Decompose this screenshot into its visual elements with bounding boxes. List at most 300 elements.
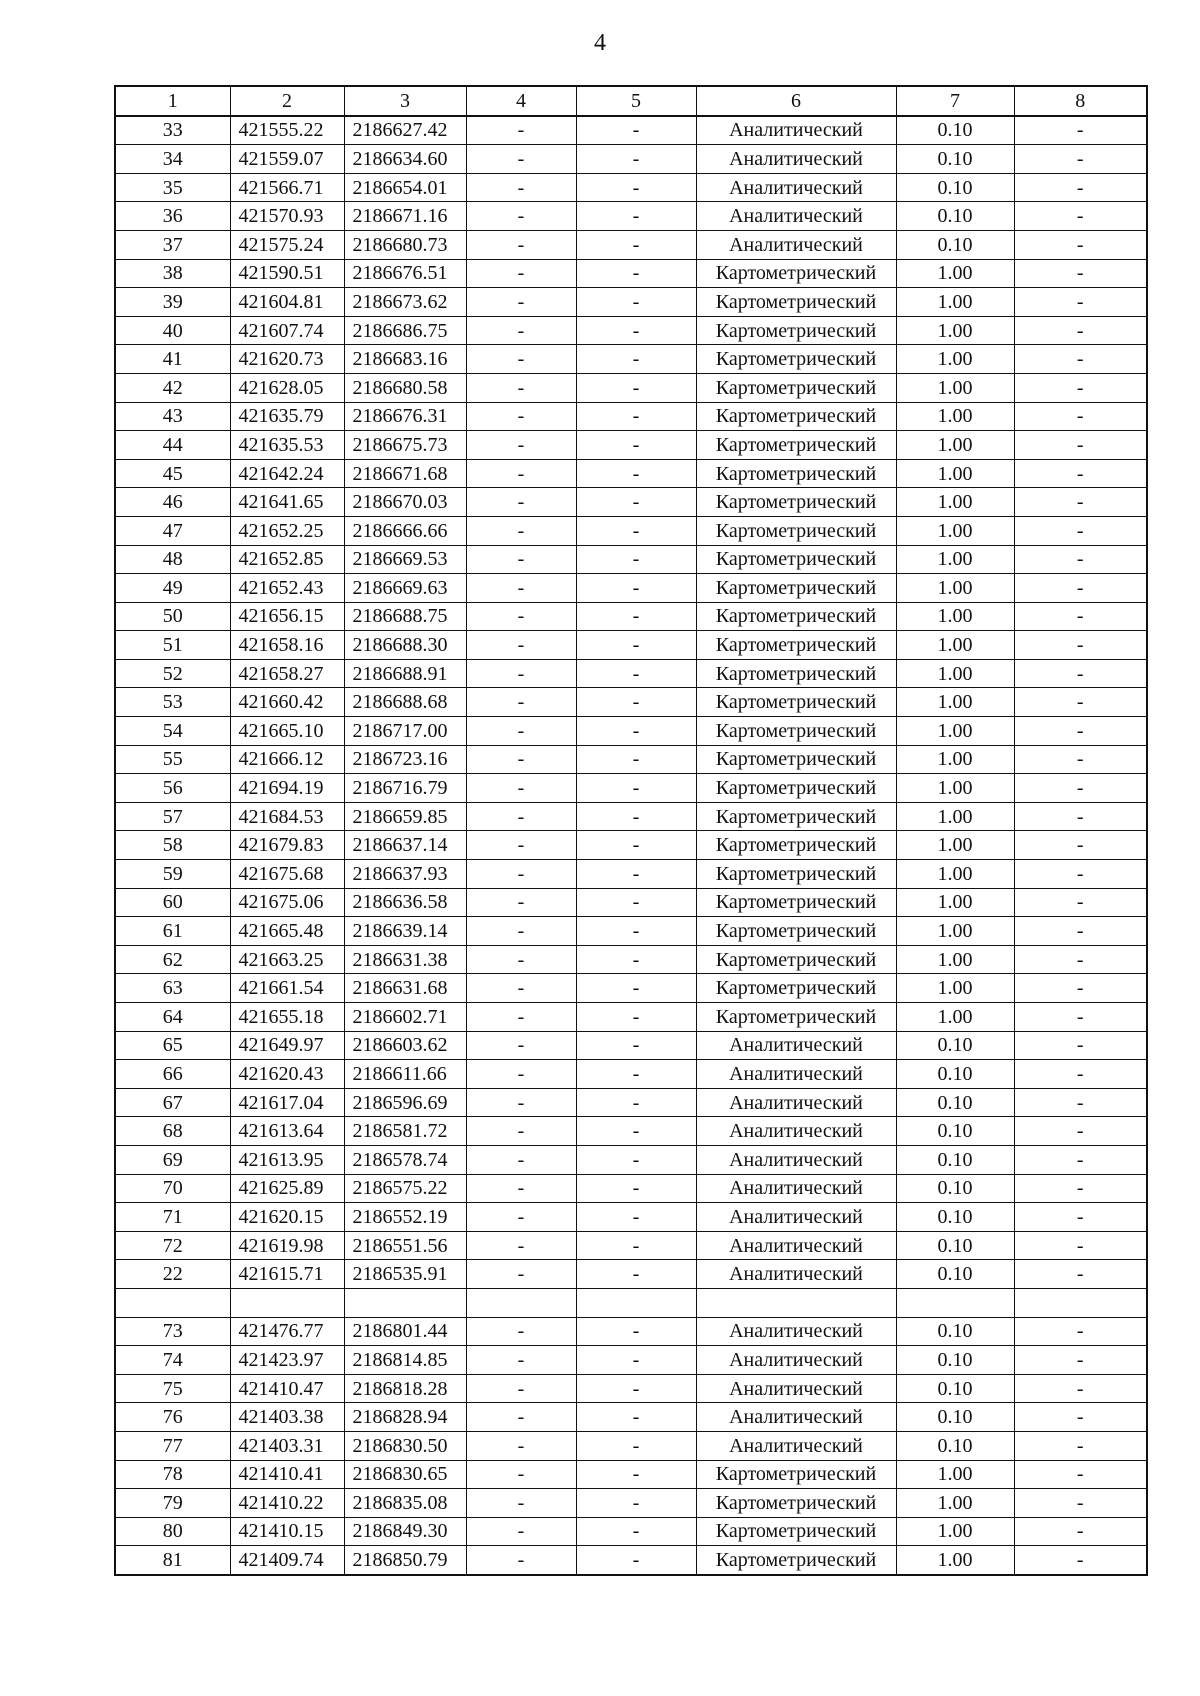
table-cell: 2186637.93 bbox=[344, 860, 466, 889]
table-cell bbox=[576, 1288, 696, 1317]
table-cell: 2186602.71 bbox=[344, 1003, 466, 1032]
table-cell: Аналитический bbox=[696, 1088, 896, 1117]
table-cell: 0.10 bbox=[896, 1403, 1014, 1432]
table-cell: Картометрический bbox=[696, 1003, 896, 1032]
table-cell: Аналитический bbox=[696, 1431, 896, 1460]
table-cell: - bbox=[466, 917, 576, 946]
table-cell: 1.00 bbox=[896, 402, 1014, 431]
table-cell: - bbox=[1014, 631, 1147, 660]
table-row bbox=[115, 1117, 1147, 1146]
table-cell: 64 bbox=[115, 1003, 230, 1032]
table-cell: 0.10 bbox=[896, 1260, 1014, 1289]
table-cell: 2186801.44 bbox=[344, 1317, 466, 1346]
table-cell: 1.00 bbox=[896, 545, 1014, 574]
column-header: 4 bbox=[466, 86, 576, 116]
table-cell: - bbox=[576, 459, 696, 488]
table-cell: - bbox=[576, 1088, 696, 1117]
table-cell: 2186686.75 bbox=[344, 316, 466, 345]
table-cell: 0.10 bbox=[896, 145, 1014, 174]
table-cell: 421410.47 bbox=[230, 1374, 344, 1403]
table-row bbox=[115, 316, 1147, 345]
table-cell: - bbox=[1014, 1117, 1147, 1146]
table-cell: 52 bbox=[115, 659, 230, 688]
table-cell: - bbox=[466, 1546, 576, 1575]
table-cell: 2186631.38 bbox=[344, 945, 466, 974]
table-cell: 68 bbox=[115, 1117, 230, 1146]
table-cell: 2186581.72 bbox=[344, 1117, 466, 1146]
table-row bbox=[115, 1431, 1147, 1460]
table-cell: - bbox=[1014, 116, 1147, 145]
table-cell: - bbox=[576, 545, 696, 574]
table-cell: - bbox=[466, 202, 576, 231]
table-row bbox=[115, 288, 1147, 317]
table-cell: - bbox=[1014, 1431, 1147, 1460]
table-cell: 76 bbox=[115, 1403, 230, 1432]
table-cell: Аналитический bbox=[696, 230, 896, 259]
table-row bbox=[115, 1174, 1147, 1203]
table-cell: 421570.93 bbox=[230, 202, 344, 231]
table-cell: 2186849.30 bbox=[344, 1517, 466, 1546]
table-row bbox=[115, 745, 1147, 774]
table-cell: - bbox=[466, 974, 576, 1003]
table-cell: - bbox=[466, 774, 576, 803]
table-cell: 79 bbox=[115, 1489, 230, 1518]
table-cell: 1.00 bbox=[896, 688, 1014, 717]
table-cell: - bbox=[466, 116, 576, 145]
table-row bbox=[115, 373, 1147, 402]
table-cell: 2186596.69 bbox=[344, 1088, 466, 1117]
table-cell: - bbox=[576, 774, 696, 803]
table-header-row bbox=[115, 86, 1147, 116]
table-cell: 2186828.94 bbox=[344, 1403, 466, 1432]
table-cell: 1.00 bbox=[896, 1460, 1014, 1489]
table-cell: Картометрический bbox=[696, 259, 896, 288]
table-cell: 46 bbox=[115, 488, 230, 517]
table-cell: 55 bbox=[115, 745, 230, 774]
table-cell: - bbox=[466, 1517, 576, 1546]
table-cell: 2186671.68 bbox=[344, 459, 466, 488]
table-cell: 2186830.65 bbox=[344, 1460, 466, 1489]
table-cell: - bbox=[576, 1517, 696, 1546]
table-cell: - bbox=[466, 1117, 576, 1146]
coordinates-table bbox=[114, 85, 1148, 1576]
table-cell: 421617.04 bbox=[230, 1088, 344, 1117]
table-cell: 421615.71 bbox=[230, 1260, 344, 1289]
table-cell: 421628.05 bbox=[230, 373, 344, 402]
table-cell: Аналитический bbox=[696, 145, 896, 174]
table-cell: 0.10 bbox=[896, 1374, 1014, 1403]
table-cell: - bbox=[576, 1489, 696, 1518]
table-cell: 2186669.63 bbox=[344, 574, 466, 603]
table-cell: 1.00 bbox=[896, 631, 1014, 660]
table-row bbox=[115, 459, 1147, 488]
table-cell: 421635.53 bbox=[230, 431, 344, 460]
table-cell: 59 bbox=[115, 860, 230, 889]
table-cell: - bbox=[466, 288, 576, 317]
table-cell: 421652.25 bbox=[230, 516, 344, 545]
table-cell: 1.00 bbox=[896, 516, 1014, 545]
table-cell: 421410.41 bbox=[230, 1460, 344, 1489]
table-cell: 44 bbox=[115, 431, 230, 460]
table-cell: 421620.15 bbox=[230, 1203, 344, 1232]
table-cell: - bbox=[576, 1231, 696, 1260]
table-cell: 0.10 bbox=[896, 1174, 1014, 1203]
table-cell: 72 bbox=[115, 1231, 230, 1260]
table-cell: - bbox=[576, 230, 696, 259]
table-cell: 1.00 bbox=[896, 917, 1014, 946]
table-cell: - bbox=[466, 1489, 576, 1518]
table-cell: 2186680.73 bbox=[344, 230, 466, 259]
table-cell: 2186717.00 bbox=[344, 717, 466, 746]
table-cell: Аналитический bbox=[696, 1145, 896, 1174]
table-cell: - bbox=[576, 860, 696, 889]
table-row bbox=[115, 831, 1147, 860]
table-cell: 2186680.58 bbox=[344, 373, 466, 402]
table-row bbox=[115, 1517, 1147, 1546]
table-cell: - bbox=[466, 173, 576, 202]
table-cell bbox=[466, 1288, 576, 1317]
table-cell: 1.00 bbox=[896, 1003, 1014, 1032]
table-cell: - bbox=[466, 602, 576, 631]
table-cell: 58 bbox=[115, 831, 230, 860]
table-cell: - bbox=[576, 1403, 696, 1432]
table-cell: 2186631.68 bbox=[344, 974, 466, 1003]
table-cell: 36 bbox=[115, 202, 230, 231]
table-cell: - bbox=[576, 431, 696, 460]
table-cell bbox=[696, 1288, 896, 1317]
table-cell: Картометрический bbox=[696, 459, 896, 488]
table-cell: 35 bbox=[115, 173, 230, 202]
table-row bbox=[115, 345, 1147, 374]
table-row bbox=[115, 602, 1147, 631]
table-cell: 1.00 bbox=[896, 288, 1014, 317]
table-cell: 0.10 bbox=[896, 1145, 1014, 1174]
table-row bbox=[115, 230, 1147, 259]
table-cell: - bbox=[576, 1431, 696, 1460]
table-cell: 1.00 bbox=[896, 602, 1014, 631]
table-cell: 421410.22 bbox=[230, 1489, 344, 1518]
table-cell: 0.10 bbox=[896, 1431, 1014, 1460]
table-cell: 57 bbox=[115, 802, 230, 831]
table-cell: - bbox=[576, 602, 696, 631]
table-cell: - bbox=[466, 345, 576, 374]
table-cell: - bbox=[1014, 516, 1147, 545]
table-cell: 421590.51 bbox=[230, 259, 344, 288]
table-cell: 56 bbox=[115, 774, 230, 803]
table-cell: - bbox=[1014, 831, 1147, 860]
table-cell: - bbox=[576, 516, 696, 545]
table-cell: Картометрический bbox=[696, 860, 896, 889]
table-cell: - bbox=[576, 345, 696, 374]
table-cell: - bbox=[1014, 659, 1147, 688]
table-cell: 1.00 bbox=[896, 316, 1014, 345]
table-row bbox=[115, 631, 1147, 660]
table-cell: - bbox=[1014, 1374, 1147, 1403]
table-cell: 421566.71 bbox=[230, 173, 344, 202]
table-cell: 66 bbox=[115, 1060, 230, 1089]
column-header: 5 bbox=[576, 86, 696, 116]
table-cell: - bbox=[1014, 1546, 1147, 1575]
table-cell: Аналитический bbox=[696, 1117, 896, 1146]
table-cell: 421619.98 bbox=[230, 1231, 344, 1260]
table-cell: - bbox=[576, 945, 696, 974]
table-row bbox=[115, 574, 1147, 603]
table-cell: - bbox=[576, 402, 696, 431]
table-cell: - bbox=[1014, 345, 1147, 374]
table-row bbox=[115, 717, 1147, 746]
table-cell: 421663.25 bbox=[230, 945, 344, 974]
table-cell: 421656.15 bbox=[230, 602, 344, 631]
table-row bbox=[115, 145, 1147, 174]
table-row bbox=[115, 1546, 1147, 1575]
table-row bbox=[115, 1374, 1147, 1403]
table-cell: 421675.06 bbox=[230, 888, 344, 917]
table-cell: 421665.48 bbox=[230, 917, 344, 946]
table-cell: - bbox=[1014, 1231, 1147, 1260]
table-row bbox=[115, 202, 1147, 231]
table-cell: 0.10 bbox=[896, 1088, 1014, 1117]
table-cell: 421423.97 bbox=[230, 1346, 344, 1375]
table-cell: 61 bbox=[115, 917, 230, 946]
table-cell bbox=[344, 1288, 466, 1317]
table-cell: Картометрический bbox=[696, 316, 896, 345]
table-cell: - bbox=[1014, 402, 1147, 431]
table-cell: - bbox=[1014, 1031, 1147, 1060]
table-cell: - bbox=[466, 802, 576, 831]
table-cell: - bbox=[1014, 1260, 1147, 1289]
table-row bbox=[115, 659, 1147, 688]
table-cell: 421661.54 bbox=[230, 974, 344, 1003]
table-cell: - bbox=[1014, 488, 1147, 517]
table-cell: Картометрический bbox=[696, 373, 896, 402]
table-cell: - bbox=[576, 917, 696, 946]
table-cell: 2186603.62 bbox=[344, 1031, 466, 1060]
table-cell: 2186639.14 bbox=[344, 917, 466, 946]
table-cell: 42 bbox=[115, 373, 230, 402]
table-cell: - bbox=[576, 745, 696, 774]
table-cell: - bbox=[466, 574, 576, 603]
table-cell: - bbox=[1014, 974, 1147, 1003]
table-cell: 2186850.79 bbox=[344, 1546, 466, 1575]
table-cell: Аналитический bbox=[696, 116, 896, 145]
table-cell: - bbox=[466, 1031, 576, 1060]
table-cell: 0.10 bbox=[896, 1231, 1014, 1260]
table-cell: Картометрический bbox=[696, 631, 896, 660]
table-cell: 421652.85 bbox=[230, 545, 344, 574]
table-cell: 1.00 bbox=[896, 717, 1014, 746]
table-cell: - bbox=[466, 402, 576, 431]
table-cell: 38 bbox=[115, 259, 230, 288]
table-cell: 2186654.01 bbox=[344, 173, 466, 202]
table-cell: 421684.53 bbox=[230, 802, 344, 831]
table-cell: 22 bbox=[115, 1260, 230, 1289]
table-row bbox=[115, 945, 1147, 974]
table-cell: - bbox=[576, 1317, 696, 1346]
table-cell: - bbox=[1014, 774, 1147, 803]
table-cell: 62 bbox=[115, 945, 230, 974]
table-cell: 48 bbox=[115, 545, 230, 574]
table-cell: 2186552.19 bbox=[344, 1203, 466, 1232]
table-cell: 1.00 bbox=[896, 259, 1014, 288]
table-cell: 70 bbox=[115, 1174, 230, 1203]
table-cell: 1.00 bbox=[896, 1517, 1014, 1546]
table-cell: 41 bbox=[115, 345, 230, 374]
column-header: 1 bbox=[115, 86, 230, 116]
table-cell: - bbox=[1014, 802, 1147, 831]
table-cell: - bbox=[576, 288, 696, 317]
table-row bbox=[115, 1489, 1147, 1518]
table-cell: - bbox=[576, 1031, 696, 1060]
table-cell: 0.10 bbox=[896, 116, 1014, 145]
table-cell: - bbox=[466, 1203, 576, 1232]
table-cell: - bbox=[576, 717, 696, 746]
table-row bbox=[115, 1060, 1147, 1089]
table-cell: 1.00 bbox=[896, 974, 1014, 1003]
table-cell: Аналитический bbox=[696, 1403, 896, 1432]
table-cell: 81 bbox=[115, 1546, 230, 1575]
table-row bbox=[115, 917, 1147, 946]
table-cell: 2186675.73 bbox=[344, 431, 466, 460]
table-cell: - bbox=[1014, 1403, 1147, 1432]
table-cell: 2186636.58 bbox=[344, 888, 466, 917]
table-cell: Картометрический bbox=[696, 288, 896, 317]
table-cell: Аналитический bbox=[696, 1231, 896, 1260]
table-cell: 421620.73 bbox=[230, 345, 344, 374]
column-header: 2 bbox=[230, 86, 344, 116]
table-cell: - bbox=[1014, 173, 1147, 202]
table-cell: - bbox=[576, 974, 696, 1003]
table-row bbox=[115, 1403, 1147, 1432]
table-cell: - bbox=[1014, 945, 1147, 974]
table-cell: - bbox=[466, 259, 576, 288]
table-row bbox=[115, 860, 1147, 889]
table-cell: - bbox=[466, 1346, 576, 1375]
table-cell: - bbox=[1014, 860, 1147, 889]
table-cell: 421658.16 bbox=[230, 631, 344, 660]
table-cell: - bbox=[576, 116, 696, 145]
table-cell: 2186669.53 bbox=[344, 545, 466, 574]
table-cell: 33 bbox=[115, 116, 230, 145]
table-cell: 421649.97 bbox=[230, 1031, 344, 1060]
table-cell: Картометрический bbox=[696, 745, 896, 774]
table-row bbox=[115, 1031, 1147, 1060]
table-cell: - bbox=[576, 373, 696, 402]
table-row bbox=[115, 402, 1147, 431]
table-cell: - bbox=[576, 888, 696, 917]
table-cell: 1.00 bbox=[896, 659, 1014, 688]
table-cell: 421555.22 bbox=[230, 116, 344, 145]
table-cell: 2186673.62 bbox=[344, 288, 466, 317]
table-cell: 421658.27 bbox=[230, 659, 344, 688]
table-cell: - bbox=[466, 945, 576, 974]
table-cell: 421642.24 bbox=[230, 459, 344, 488]
table-cell: 73 bbox=[115, 1317, 230, 1346]
table-cell: 1.00 bbox=[896, 860, 1014, 889]
table-cell: - bbox=[1014, 1060, 1147, 1089]
table-cell: 80 bbox=[115, 1517, 230, 1546]
table-row bbox=[115, 516, 1147, 545]
table-row bbox=[115, 431, 1147, 460]
table-cell: - bbox=[466, 1174, 576, 1203]
table-cell: 421575.24 bbox=[230, 230, 344, 259]
table-cell: - bbox=[1014, 1203, 1147, 1232]
table-cell: 421410.15 bbox=[230, 1517, 344, 1546]
table-cell: - bbox=[576, 574, 696, 603]
table-cell: 421660.42 bbox=[230, 688, 344, 717]
table-cell: - bbox=[466, 230, 576, 259]
table-cell: 65 bbox=[115, 1031, 230, 1060]
table-cell: Аналитический bbox=[696, 1260, 896, 1289]
table-cell: - bbox=[1014, 545, 1147, 574]
table-cell: - bbox=[466, 717, 576, 746]
table-cell: Картометрический bbox=[696, 1517, 896, 1546]
table-cell: 63 bbox=[115, 974, 230, 1003]
table-cell: - bbox=[466, 831, 576, 860]
table-cell: - bbox=[466, 145, 576, 174]
table-cell: - bbox=[1014, 431, 1147, 460]
table-cell: - bbox=[466, 459, 576, 488]
table-cell: - bbox=[466, 1260, 576, 1289]
table-cell: 2186634.60 bbox=[344, 145, 466, 174]
table-cell: - bbox=[1014, 459, 1147, 488]
table-cell: - bbox=[576, 688, 696, 717]
table-cell: - bbox=[1014, 1460, 1147, 1489]
table-cell: Картометрический bbox=[696, 831, 896, 860]
table-cell: 50 bbox=[115, 602, 230, 631]
table-cell: 2186683.16 bbox=[344, 345, 466, 374]
table-cell: 1.00 bbox=[896, 745, 1014, 774]
table-cell: 421666.12 bbox=[230, 745, 344, 774]
table-cell: Картометрический bbox=[696, 659, 896, 688]
table-cell: Картометрический bbox=[696, 345, 896, 374]
table-cell: - bbox=[466, 745, 576, 774]
table-cell: - bbox=[466, 1231, 576, 1260]
table-cell: - bbox=[466, 888, 576, 917]
column-header: 7 bbox=[896, 86, 1014, 116]
table-cell: 2186575.22 bbox=[344, 1174, 466, 1203]
table-cell: 421559.07 bbox=[230, 145, 344, 174]
table-cell: - bbox=[1014, 1346, 1147, 1375]
table-cell: 2186688.30 bbox=[344, 631, 466, 660]
table-cell: - bbox=[466, 1060, 576, 1089]
table-cell: 1.00 bbox=[896, 431, 1014, 460]
table-cell: - bbox=[466, 631, 576, 660]
table-cell: - bbox=[576, 1117, 696, 1146]
table-cell: Картометрический bbox=[696, 545, 896, 574]
table-row bbox=[115, 688, 1147, 717]
table-cell: Картометрический bbox=[696, 431, 896, 460]
table-cell bbox=[115, 1288, 230, 1317]
table-cell: 2186637.14 bbox=[344, 831, 466, 860]
table-cell: 1.00 bbox=[896, 373, 1014, 402]
table-cell: 77 bbox=[115, 1431, 230, 1460]
table-cell: 421625.89 bbox=[230, 1174, 344, 1203]
table-cell: 2186818.28 bbox=[344, 1374, 466, 1403]
table-cell: Картометрический bbox=[696, 602, 896, 631]
table-cell: - bbox=[576, 659, 696, 688]
table-cell: 2186670.03 bbox=[344, 488, 466, 517]
table-cell: 2186676.51 bbox=[344, 259, 466, 288]
page-number: 4 bbox=[594, 30, 606, 56]
table-cell: Картометрический bbox=[696, 1460, 896, 1489]
table-cell: 2186578.74 bbox=[344, 1145, 466, 1174]
table-row bbox=[115, 488, 1147, 517]
table-cell: - bbox=[466, 316, 576, 345]
table-cell: - bbox=[466, 516, 576, 545]
table-cell: 1.00 bbox=[896, 1546, 1014, 1575]
table-cell: - bbox=[576, 802, 696, 831]
table-cell: - bbox=[1014, 574, 1147, 603]
